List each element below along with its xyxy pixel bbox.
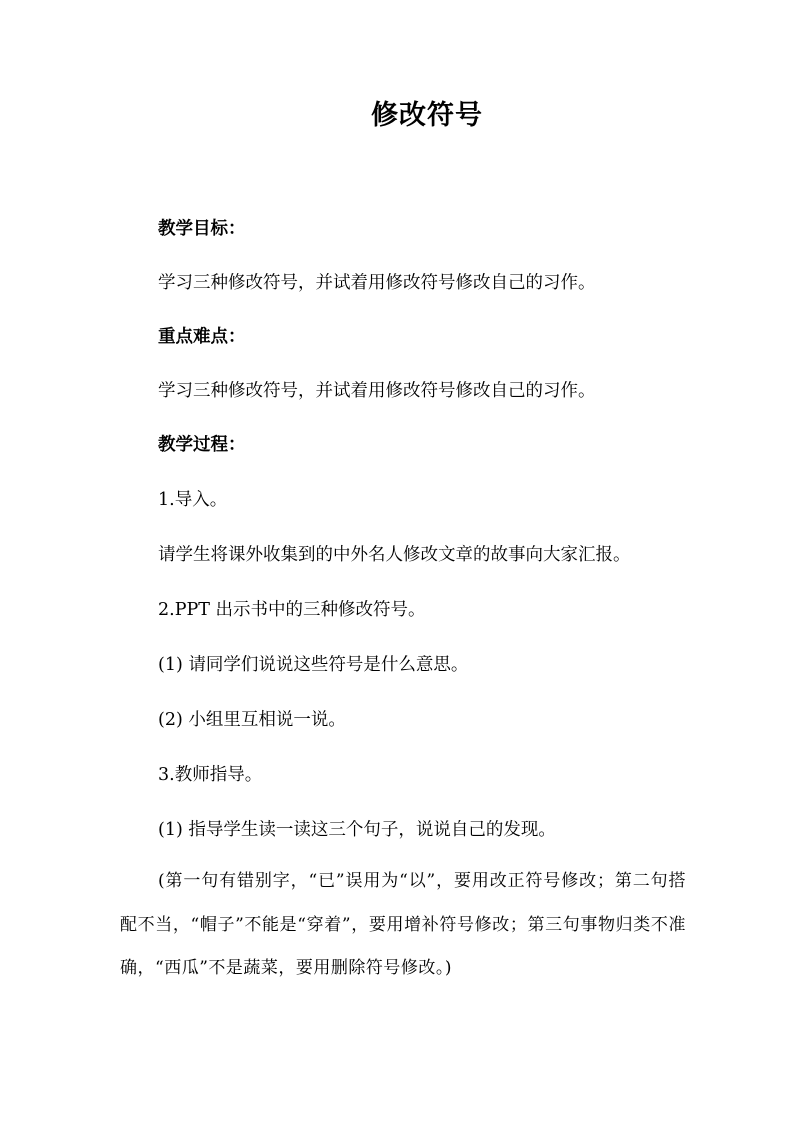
section-heading-objectives: 教学目标： [158, 219, 246, 239]
key-points-text: 学习三种修改符号，并试着用修改符号修改自己的习作。 [158, 381, 596, 401]
page-title: 修改符号 [371, 100, 483, 131]
section-heading-process: 教学过程： [158, 435, 246, 455]
process-step-2: 2.PPT 出示书中的三种修改符号。 [158, 600, 426, 620]
process-step-3-item-1: (1) 指导学生读一读这三个句子，说说自己的发现。 [158, 820, 556, 840]
process-step-2-item-1: (1) 请同学们说说这些符号是什么意思。 [158, 655, 469, 675]
objectives-text: 学习三种修改符号，并试着用修改符号修改自己的习作。 [158, 273, 596, 293]
process-step-3: 3.教师指导。 [158, 765, 263, 785]
process-step-2-item-2: (2) 小组里互相说一说。 [158, 710, 346, 730]
section-heading-key-points: 重点难点： [158, 327, 246, 347]
process-step-1: 1.导入。 [158, 490, 228, 510]
explanation-note: (第一句有错别字，“已”误用为“以”，要用改正符号修改；第二句搭配不当，“帽子”不能是“穿着”，要用增补符号修改；第三句事物归类不准确，“西瓜”不是蔬菜，要用删除符号修改。) [120, 871, 686, 978]
process-step-1-detail: 请学生将课外收集到的中外名人修改文章的故事向大家汇报。 [158, 545, 631, 565]
